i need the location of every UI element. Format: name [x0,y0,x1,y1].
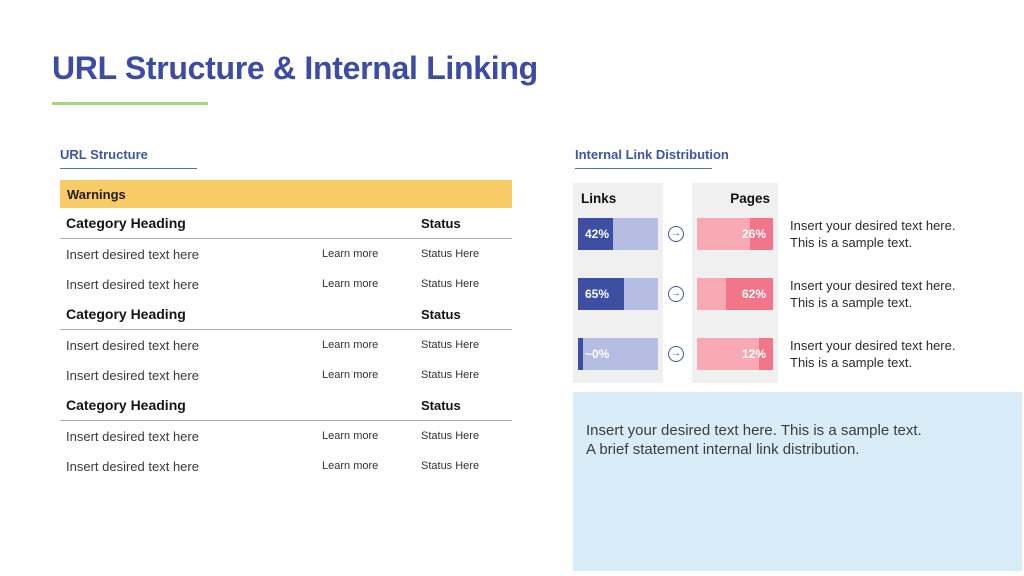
status-column-header: Status [421,306,461,322]
note-box [573,392,1022,571]
links-bar [578,338,658,370]
row-status: Status Here [421,430,480,442]
row-status: Status Here [421,460,480,472]
pages-panel [692,183,778,383]
status-column-header: Status [421,397,461,413]
pages-bar-value: 62% [741,287,766,301]
warnings-banner: Warnings [60,180,512,208]
distribution-row-description [790,217,1010,251]
table-row [60,239,512,269]
table-row [60,269,512,299]
learn-more-link[interactable]: Learn more [322,369,379,381]
row-status: Status Here [421,339,480,351]
category-heading: Category Heading [66,306,186,322]
links-panel [573,183,663,383]
note-line: A brief statement internal link distribution. [586,441,860,458]
row-text: Insert desired text here [66,458,199,474]
distribution-row-description [790,337,1010,371]
table-row [60,421,512,451]
row-status: Status Here [421,248,480,260]
table-row [60,330,512,360]
description-line: Insert your desired text here. [790,278,956,293]
row-text: Insert desired text here [66,367,199,383]
pages-bar [697,218,773,250]
arrow-right-icon: → [668,226,684,242]
description-line: This is a sample text. [790,235,913,250]
category-header-row [60,390,512,421]
learn-more-link[interactable]: Learn more [322,430,379,442]
links-bar-value: 42% [585,227,610,241]
url-structure-heading-rule [60,168,197,169]
url-structure-table [60,180,512,481]
link-distribution-heading: Internal Link Distribution [575,147,729,162]
description-line: This is a sample text. [790,355,913,370]
pages-column-header: Pages [730,191,770,206]
links-bar [578,278,658,310]
learn-more-link[interactable]: Learn more [322,339,379,351]
status-column-header: Status [421,215,461,231]
table-row [60,451,512,481]
note-line: Insert your desired text here. This is a sample text. [586,422,922,439]
note-text [573,392,1022,459]
pages-bar [697,338,773,370]
link-distribution-heading-rule [575,168,712,169]
row-text: Insert desired text here [66,246,199,262]
links-bar [578,218,658,250]
learn-more-link[interactable]: Learn more [322,278,379,290]
learn-more-link[interactable]: Learn more [322,460,379,472]
category-header-row [60,208,512,239]
row-status: Status Here [421,369,480,381]
category-header-row [60,299,512,330]
url-structure-heading: URL Structure [60,147,148,162]
description-line: Insert your desired text here. [790,338,956,353]
pages-bar-value: 26% [741,227,766,241]
links-bar-fill [578,338,583,370]
links-bar-value: ~0% [585,347,610,361]
links-bar-value: 65% [585,287,610,301]
description-line: This is a sample text. [790,295,913,310]
description-line: Insert your desired text here. [790,218,956,233]
category-heading: Category Heading [66,397,186,413]
category-heading: Category Heading [66,215,186,231]
pages-bar [697,278,773,310]
arrow-right-icon: → [668,286,684,302]
pages-bar-value: 12% [741,347,766,361]
row-status: Status Here [421,278,480,290]
learn-more-link[interactable]: Learn more [322,248,379,260]
distribution-row-description [790,277,1010,311]
row-text: Insert desired text here [66,276,199,292]
links-column-header: Links [581,191,617,206]
arrow-right-icon: → [668,346,684,362]
table-row [60,360,512,390]
title-accent-line [52,102,208,105]
row-text: Insert desired text here [66,428,199,444]
page-title: URL Structure & Internal Linking [52,50,538,86]
row-text: Insert desired text here [66,337,199,353]
